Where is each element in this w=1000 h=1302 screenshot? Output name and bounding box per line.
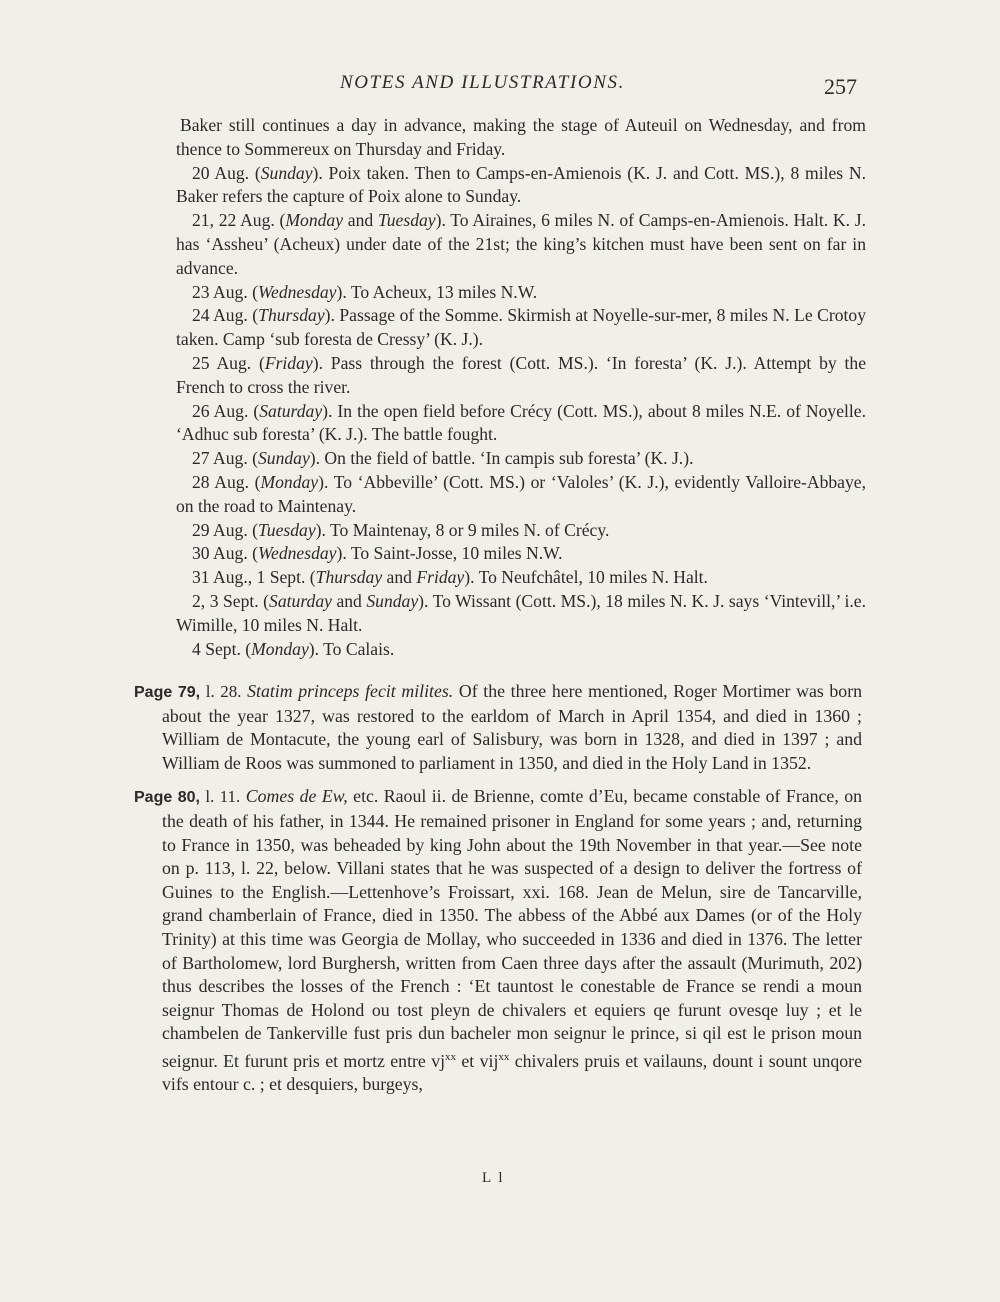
entry-text: ). To Airaines, 6 miles N. of Camps-en-Amienois. Halt. K. J. has ‘Assheu’ (Acheux) under date of the 21st; the king’s kitchen must have been sent on far in advance. bbox=[176, 210, 866, 278]
itinerary-entry bbox=[176, 590, 866, 638]
itinerary-entry bbox=[176, 400, 866, 448]
itinerary-entry bbox=[176, 471, 866, 519]
itinerary-entry bbox=[176, 281, 866, 305]
entry-text: 21, 22 Aug. ( bbox=[192, 210, 286, 231]
entry-text: ). To ‘Abbeville’ (Cott. MS.) or ‘Valoles’ (K. J.), evidently Valloire-Abbaye, on the road to Maintenay. bbox=[176, 471, 866, 516]
entry-text: 30 Aug. ( bbox=[192, 543, 258, 564]
note-text: Of the three here mentioned, Roger Mortimer was born about the year 1327, was restored to the earldom of March in April 1354, and died in 1360 ; William de Montacute, the young earl of Salisbury, was born in 1328, and died in 1397 ; and William de Roos was summoned to parliament in 1350, and died in the Holy Land in 1352. bbox=[162, 681, 863, 773]
entry-text: ). To Saint-Josse, 10 miles N.W. bbox=[336, 543, 563, 564]
notes-section bbox=[134, 680, 862, 1107]
entry-text: ). To Acheux, 13 miles N.W. bbox=[336, 281, 538, 302]
entry-text: ). In the open field before Crécy (Cott. MS.), about 8 miles N.E. of Noyelle. ‘Adhuc sub foresta’ (K. J.). The battle fought. bbox=[176, 400, 866, 445]
note-lemma: Comes de Ew, bbox=[245, 786, 348, 807]
itinerary-entry bbox=[176, 638, 866, 662]
day-name: Saturday bbox=[269, 590, 332, 611]
itinerary-entry bbox=[176, 209, 866, 280]
running-head: NOTES AND ILLUSTRATIONS. bbox=[340, 72, 625, 93]
itinerary-section bbox=[176, 114, 866, 661]
entry-text: 20 Aug. ( bbox=[192, 162, 261, 183]
itinerary-entry bbox=[176, 114, 866, 162]
entry-text: Baker still continues a day in advance, making the stage of Auteuil on Wednesday, and from thence to Sommereux on Thursday and Friday. bbox=[176, 115, 866, 159]
day-name: Thursday bbox=[315, 567, 383, 588]
entry-text: ). To Neufchâtel, 10 miles N. Halt. bbox=[464, 567, 708, 588]
superscript: xx bbox=[498, 1050, 510, 1063]
day-name: Wednesday bbox=[257, 281, 337, 302]
note-ref: Page 80, bbox=[134, 789, 200, 807]
entry-text: 4 Sept. ( bbox=[192, 638, 252, 659]
day-name: Sunday bbox=[260, 162, 313, 183]
note-text: chivalers pruis et vailauns, dount i sount unqore vifs entour c. ; et desquiers, burgeys, bbox=[162, 1050, 862, 1095]
signature-mark: L l bbox=[482, 1170, 505, 1186]
entry-text: 26 Aug. ( bbox=[192, 400, 260, 421]
itinerary-entry bbox=[176, 352, 866, 400]
day-name: Monday bbox=[251, 638, 309, 659]
itinerary-entry bbox=[176, 162, 866, 210]
entry-text: 29 Aug. ( bbox=[192, 519, 258, 540]
entry-text: 25 Aug. ( bbox=[192, 352, 265, 373]
note-ref: Page 79, bbox=[134, 684, 201, 701]
day-name: Sunday bbox=[257, 448, 310, 469]
day-name: Monday bbox=[260, 471, 319, 492]
page-header bbox=[0, 72, 1000, 106]
note-text: etc. Raoul ii. de Brienne, comte d’Eu, became constable of France, on the death of his father, in 1344. He remained prisoner in England for some years ; and, returning to France in 1350, was beheaded by king John about the 19th November in that year.—See note on p. 113, l. 22, below. Villani states that he was suspected of a design to deliver the fortress of Guines to the English.—Lettenhove’s Froissart, xxi. 168. Jean de Melun, sire de Tancarville, grand chamberlain of France, died in 1350. The abbess of the Abbé aux Dames (or of the Holy Trinity) at this time was Georgia de Mollay, who succeeded in 1336 and died in 1376. The letter of Bartholomew, lord Burghersh, written from Caen three days after the assault (Murimuth, 202) thus describes the losses of the French : ‘Et tauntost le conestable de France se rendi a moun seignur Thomas de Holond ou tost pleyn de chivalers et equiers qe furunt ovesqe luy ; et le chambelen de Tankerville fust pris dun bacheler mon seignur le prince, si qil est le prison moun seignur. Et furunt pris et mortz entre vj bbox=[162, 786, 862, 1071]
day-name: Tuesday bbox=[377, 210, 436, 231]
entry-text: ). To Calais. bbox=[308, 638, 395, 659]
entry-text: 2, 3 Sept. ( bbox=[192, 590, 270, 611]
entry-text: ). To Maintenay, 8 or 9 miles N. of Crécy. bbox=[315, 519, 610, 540]
day-name: Friday bbox=[264, 352, 313, 373]
day-name: Monday bbox=[285, 210, 344, 231]
superscript: xx bbox=[445, 1050, 457, 1063]
entry-text: and bbox=[343, 210, 378, 231]
day-name: Tuesday bbox=[257, 519, 316, 540]
day-name: Friday bbox=[416, 567, 465, 588]
day-name: Sunday bbox=[366, 590, 419, 611]
itinerary-entry bbox=[176, 304, 866, 352]
note-text: et vij bbox=[456, 1050, 499, 1071]
day-name: Thursday bbox=[258, 305, 325, 326]
note-lemma: Statim princeps fecit milites. bbox=[247, 681, 454, 701]
page-number: 257 bbox=[824, 74, 857, 99]
entry-text: and bbox=[382, 567, 417, 588]
day-name: Wednesday bbox=[257, 543, 337, 564]
entry-text: ). To Wissant (Cott. MS.), 18 miles N. K. J. says ‘Vintevill,’ i.e. Wimille, 10 miles N. Halt. bbox=[176, 590, 867, 635]
note-line: l. 11. bbox=[205, 787, 241, 807]
note-page-79 bbox=[134, 680, 862, 775]
itinerary-entry bbox=[176, 447, 866, 471]
day-name: Saturday bbox=[259, 400, 323, 421]
entry-text: 28 Aug. ( bbox=[192, 471, 261, 492]
itinerary-entry bbox=[176, 566, 866, 590]
entry-text: 31 Aug., 1 Sept. ( bbox=[192, 567, 316, 588]
itinerary-entry bbox=[176, 519, 866, 543]
entry-text: and bbox=[331, 590, 367, 611]
note-line: l. 28. bbox=[205, 682, 242, 701]
entry-text: 27 Aug. ( bbox=[192, 448, 258, 469]
entry-text: ). On the field of battle. ‘In campis sub foresta’ (K. J.). bbox=[309, 448, 694, 469]
entry-text: ). Passage of the Somme. Skirmish at Noyelle-sur-mer, 8 miles N. Le Crotoy taken. Camp ‘sub foresta de Cressy’ (K. J.). bbox=[176, 305, 866, 350]
entry-text: 24 Aug. ( bbox=[192, 305, 259, 326]
note-page-80 bbox=[134, 785, 862, 1097]
entry-text: 23 Aug. ( bbox=[192, 281, 258, 302]
entry-text: ). Poix taken. Then to Camps-en-Amienois (K. J. and Cott. MS.), 8 miles N. Baker refers the capture of Poix alone to Sunday. bbox=[176, 162, 866, 207]
entry-text: ). Pass through the forest (Cott. MS.). ‘In foresta’ (K. J.). Attempt by the French to cross the river. bbox=[176, 352, 866, 397]
itinerary-entry bbox=[176, 542, 866, 566]
